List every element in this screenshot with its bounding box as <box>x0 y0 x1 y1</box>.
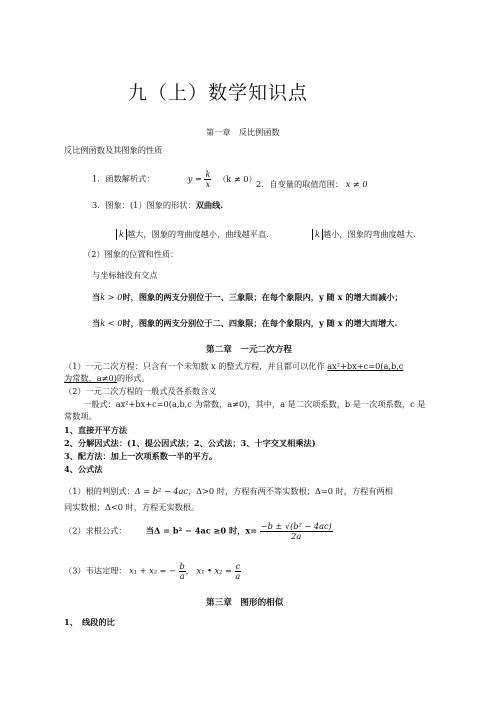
abs-k-large <box>116 229 269 240</box>
function-equals: = <box>195 173 202 184</box>
graph-shape-line <box>92 200 223 211</box>
case2-text: 时，图象的两支分别位于二、四象限；在每个象限内，y 随 x 的增大而增大. <box>122 318 398 328</box>
fraction-numerator: k <box>205 169 211 179</box>
axis-note: 与坐标轴没有交点 <box>92 270 158 280</box>
vieta-product-numerator: c <box>235 561 241 571</box>
vieta-product: x₁ • x₂ = <box>196 565 232 576</box>
domain-line <box>256 179 368 190</box>
vieta-sum-numerator: b <box>179 561 185 571</box>
case-k-positive <box>92 292 403 303</box>
discriminant-label: （1）根的判别式： <box>64 486 135 496</box>
method-1: 1、直接开平方法 <box>64 425 128 435</box>
fraction-denominator: x <box>205 179 211 189</box>
abs-k-large-text: 越大，图象的弯曲度越小，曲线越平直. <box>126 229 269 239</box>
graph-shape-label: 3．图象：(1）图象的形状： <box>92 200 196 210</box>
root-formula-fraction <box>260 522 333 541</box>
graph-shape-value: 双曲线. <box>195 200 224 210</box>
chapter3-heading: 第三章 图形的相似 <box>206 598 284 608</box>
vieta-label: （3）韦达定理： <box>64 565 127 576</box>
case-k-negative <box>92 318 397 329</box>
vieta-line <box>64 562 241 581</box>
method-4: 4、公式法 <box>64 464 103 474</box>
chapter2-heading: 第二章 一元二次方程 <box>206 345 292 355</box>
def-constants: 为常数，a≠0) <box>64 373 117 383</box>
domain-math: x ≠ 0 <box>345 179 368 189</box>
function-expression-label: 1．函数解析式： <box>92 173 155 184</box>
abs-k-symbol: k <box>116 229 127 240</box>
case1-prefix: 当 <box>92 292 101 302</box>
discriminant-line1 <box>64 486 393 497</box>
quadratic-definition-line2 <box>64 373 150 384</box>
def-text-1: （1）一元二次方程：只含有一个未知数 x 的整式方程，并且都可以化作 <box>64 361 328 371</box>
abs-k-small-text: 越小，图象的弯曲度越大. <box>322 229 416 239</box>
domain-label: 2．自变量的取值范围： <box>256 179 344 189</box>
abs-k-small <box>312 229 416 240</box>
position-label: （2）图象的位置和性质： <box>83 249 179 259</box>
def-text-2: 的形式。 <box>116 373 150 383</box>
chapter1-heading: 第一章 反比例函数 <box>206 127 280 137</box>
root-formula-label: （2）求根公式： <box>64 525 127 536</box>
case2-prefix: 当 <box>92 318 101 328</box>
function-fraction <box>204 170 211 189</box>
function-expression-line <box>92 170 257 189</box>
vieta-sum-denominator: a <box>179 571 185 581</box>
function-condition: （k ≠ 0） <box>218 173 257 184</box>
quadratic-definition-line1 <box>64 361 403 372</box>
page-title: 九（上）数学知识点 <box>128 82 309 104</box>
discriminant-formula: Δ = b² − 4ac <box>134 486 188 496</box>
section-line-ratio: 1、 线段的比 <box>64 617 115 627</box>
vieta-product-fraction <box>235 562 242 581</box>
def-general-form: ax²+bx+c=0(a,b,c <box>327 361 404 371</box>
vieta-sum: x₁ + x₂ = − <box>129 565 176 576</box>
case1-math: k > 0 <box>100 292 123 302</box>
vieta-product-denominator: a <box>235 571 241 581</box>
case2-math: k < 0 <box>100 318 123 328</box>
general-form-line2: 常数项。 <box>64 411 97 421</box>
vieta-separator: ， <box>185 565 194 576</box>
root-formula-numerator: −b ± √(b² − 4ac) <box>260 521 332 531</box>
function-y: y <box>187 173 193 184</box>
general-form-heading: （2）一元二次方程的一般式及各系数含义 <box>64 386 217 396</box>
root-formula-line <box>64 522 333 541</box>
root-formula-condition: 当Δ = b² − 4ac ≥0 时，x= <box>145 525 258 536</box>
root-formula-denominator: 2a <box>291 531 302 541</box>
case1-text: 时，图象的两支分别位于一、三象限；在每个象限内，y 随 x 的增大而减小； <box>122 292 403 302</box>
method-2: 2、分解因式法：(1、提公因式法；2、公式法；3、十字交叉相乘法) <box>64 438 316 448</box>
discriminant-cases: ，Δ>0 时，方程有两不等实数根；Δ=0 时，方程有两相 <box>187 486 393 496</box>
discriminant-line2: 同实数根；Δ<0 时，方程无实数根。 <box>64 502 200 512</box>
vieta-sum-fraction <box>179 562 186 581</box>
method-3: 3、配方法：加上一次项系数一半的平方。 <box>64 451 218 461</box>
chapter1-subtitle: 反比例函数及其图象的性质 <box>64 145 163 155</box>
abs-k-symbol-2: k <box>312 229 323 240</box>
general-form-line1: 一般式：ax²+bx+c=0(a,b,c 为常数，a≠0)，其中，a 是二次项系数，b 是一次项系数，c 是 <box>83 399 426 409</box>
